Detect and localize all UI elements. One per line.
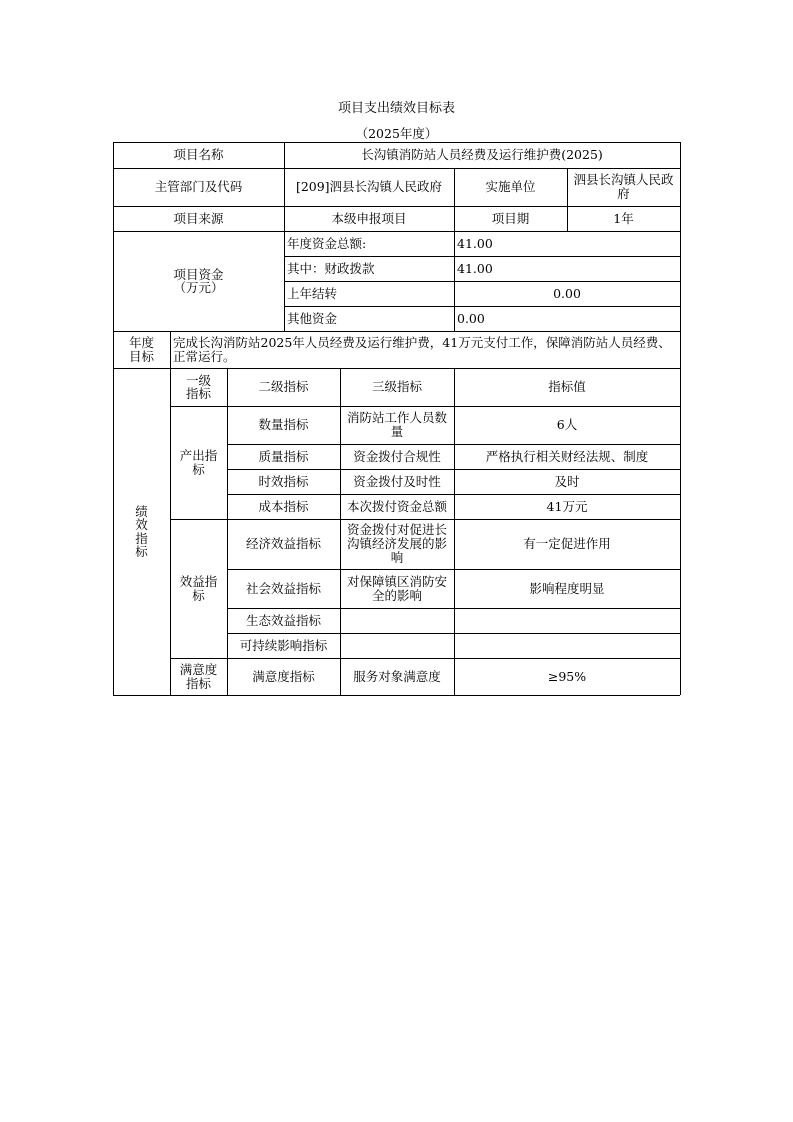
- dept-code-label: 主管部门及代码: [154, 179, 243, 195]
- document-subtitle: （2025年度）: [355, 126, 438, 141]
- project-source-label: 项目来源: [173, 210, 224, 226]
- level1-header: 一级指标: [185, 372, 211, 401]
- annual-total-label: 年度资金总额:: [287, 235, 367, 251]
- benefit-row-3-value: [454, 608, 680, 633]
- output-row-2-value: 严格执行相关财经法规、制度: [485, 448, 649, 464]
- document-title: 项目支出绩效目标表: [337, 101, 455, 116]
- output-row-3-level3: 资金拨付及时性: [353, 473, 441, 489]
- benefit-row-4-level3: [340, 633, 454, 658]
- project-period-label: 项目期: [491, 210, 530, 226]
- output-row-2-level2: 质量指标: [258, 448, 309, 464]
- carryover-label: 上年结转: [287, 285, 338, 301]
- satisfaction-row-1-value: ≥95%: [547, 668, 587, 684]
- satisfaction-indicators-label: 满意度指标: [179, 662, 218, 691]
- satisfaction-row-1-level2: 满意度指标: [252, 668, 315, 684]
- output-row-3-value: 及时: [554, 473, 580, 489]
- benefit-indicators-label: 效益指标: [179, 574, 218, 603]
- output-row-1-value: 6人: [556, 417, 578, 433]
- benefit-row-3-level3: [340, 608, 454, 633]
- value-header: 指标值: [548, 379, 586, 395]
- satisfaction-row-1-level3: 服务对象满意度: [353, 668, 441, 684]
- benefit-row-2-level2: 社会效益指标: [245, 580, 321, 596]
- project-name-label: 项目名称: [173, 147, 224, 163]
- project-source-value: 本级申报项目: [331, 210, 407, 226]
- project-name-value: 长沟镇消防站人员经费及运行维护费(2025): [361, 147, 603, 163]
- output-indicators-label: 产出指标: [179, 448, 218, 477]
- annual-goal-value: 完成长沟消防站2025年人员经费及运行维护费，41万元支付工作，保障消防站人员经费、正常运行。: [173, 335, 671, 364]
- output-row-3-level2: 时效指标: [258, 473, 309, 489]
- funds-label: 项目资金: [173, 266, 224, 282]
- dept-code-value: [209]泗县长沟镇人民政府: [295, 179, 443, 195]
- annual-total-value: 41.00: [457, 235, 493, 251]
- benefit-row-1-level2: 经济效益指标: [245, 536, 321, 552]
- output-row-2-level3: 资金拨付合规性: [353, 448, 441, 464]
- output-row-1-level2: 数量指标: [258, 417, 309, 433]
- benefit-row-3-level2: 生态效益指标: [245, 612, 321, 628]
- carryover-value: 0.00: [553, 285, 581, 301]
- fiscal-value: 41.00: [457, 260, 493, 276]
- level3-header: 三级指标: [371, 379, 422, 395]
- impl-unit-value: 泗县长沟镇人民政府: [573, 172, 674, 201]
- project-period-value: 1年: [613, 210, 634, 226]
- benefit-row-1-level3: 资金拨付对促进长沟镇经济发展的影响: [346, 522, 447, 565]
- benefit-row-1-value: 有一定促进作用: [523, 536, 611, 552]
- funds-unit: （万元）: [173, 280, 224, 295]
- benefit-row-4-value: [454, 633, 680, 658]
- performance-indicators-label: 绩效指标: [135, 504, 148, 559]
- benefit-row-2-value: 影响程度明显: [529, 580, 605, 596]
- output-row-1-level3: 消防站工作人员数量: [346, 410, 447, 439]
- benefit-row-4-level2: 可持续影响指标: [239, 637, 328, 653]
- output-row-4-level3: 本次拨付资金总额: [346, 498, 447, 514]
- other-funds-label: 其他资金: [287, 310, 338, 326]
- output-row-4-value: 41万元: [546, 498, 588, 514]
- annual-goal-label: 年度目标: [128, 335, 154, 364]
- funds-label-cell: [113, 231, 284, 331]
- impl-unit-label: 实施单位: [485, 179, 536, 195]
- other-funds-value: 0.00: [457, 310, 485, 326]
- fiscal-label: 其中：财政拨款: [287, 260, 375, 276]
- output-row-4-level2: 成本指标: [258, 498, 309, 514]
- benefit-row-2-level3: 对保障镇区消防安全的影响: [346, 573, 447, 603]
- level2-header: 二级指标: [258, 379, 309, 395]
